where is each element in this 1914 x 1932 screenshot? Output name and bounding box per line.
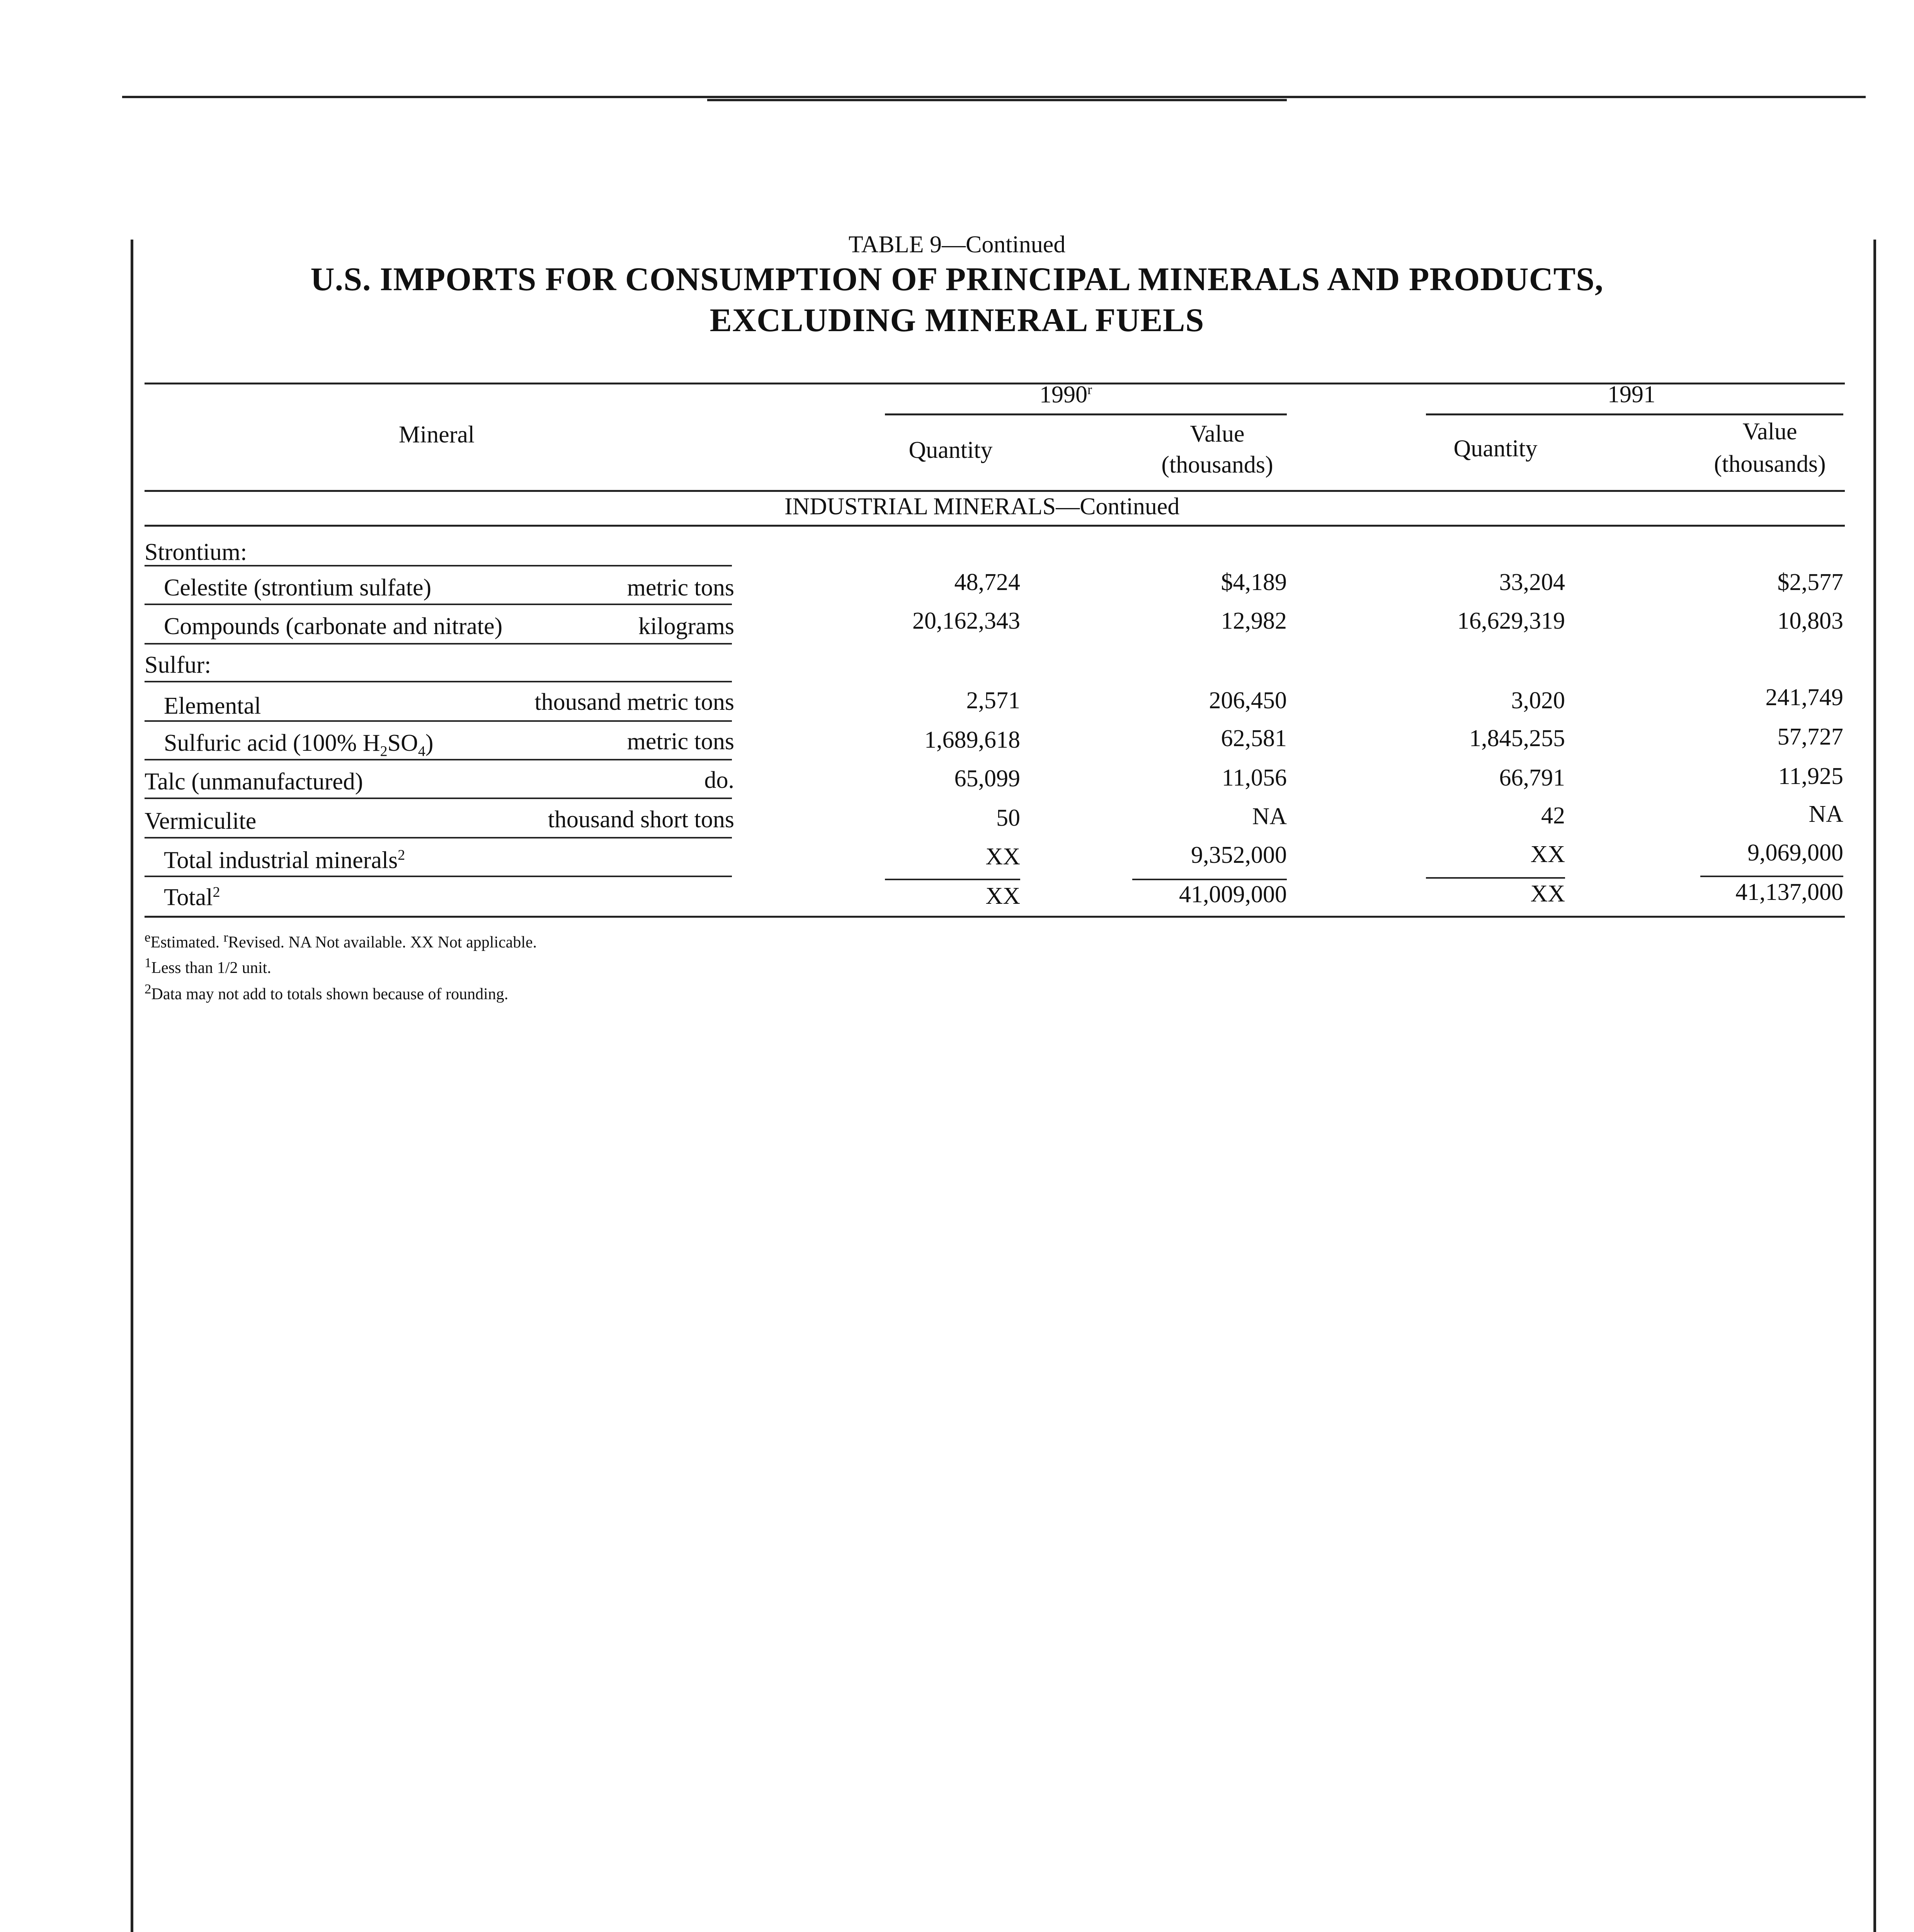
value-1990: 12,982 — [1221, 608, 1287, 634]
quantity-1990: XX — [985, 844, 1020, 870]
row-rule — [145, 643, 732, 645]
table-bottom-rule — [145, 916, 1845, 918]
mineral-header: Mineral — [398, 422, 475, 448]
quantity-1991: XX — [1530, 841, 1565, 867]
value-1991: 41,137,000 — [1735, 879, 1843, 905]
quantity-1990: 20,162,343 — [912, 608, 1020, 634]
value-1990-header-line1: Value — [1190, 421, 1245, 447]
quantity-1991: XX — [1530, 881, 1565, 907]
value-1990: 62,581 — [1221, 725, 1287, 752]
total-rule-q1990 — [885, 879, 1020, 880]
group-sulfur: Sulfur: — [145, 652, 211, 678]
row-rule — [145, 720, 732, 722]
header-bottom-rule — [145, 490, 1845, 492]
table-title-line2: EXCLUDING MINERAL FUELS — [709, 301, 1205, 338]
row-unit: metric tons — [627, 575, 734, 601]
year-1991-rule — [1426, 413, 1843, 415]
row-label: Total$^2$ — [164, 884, 220, 911]
row-rule — [145, 604, 732, 605]
value-1991: $2,577 — [1777, 569, 1843, 595]
footnote-2: $^2$Data may not add to totals shown because of rounding. — [145, 981, 509, 1003]
footnote-legend: $^e$Estimated. $^r$Revised. NA Not available. XX Not applicable. — [145, 930, 537, 951]
row-unit: thousand short tons — [548, 806, 734, 833]
total-rule-v1990 — [1132, 879, 1287, 880]
row-label: Sulfuric acid (100% $H_2SO_4$) — [164, 730, 434, 760]
table-label: TABLE 9—Continued — [848, 231, 1066, 258]
row-label: Vermiculite — [145, 808, 257, 834]
value-1991: 9,069,000 — [1747, 840, 1843, 866]
row-label: Compounds (carbonate and nitrate) — [164, 613, 503, 639]
row-unit: metric tons — [627, 728, 734, 755]
top-rule-accent — [707, 99, 1287, 101]
year-1990-rule — [885, 413, 1287, 415]
total-rule-v1991 — [1700, 876, 1843, 877]
value-1991: 57,727 — [1777, 724, 1843, 750]
value-1991: 11,925 — [1778, 763, 1843, 789]
quantity-1991: 1,845,255 — [1469, 725, 1565, 752]
value-1991: NA — [1809, 801, 1843, 827]
year-1991-header: 1991 — [1608, 381, 1655, 408]
year-1990-header: 1990$^r$ — [1040, 381, 1092, 408]
row-unit: thousand metric tons — [534, 689, 734, 715]
quantity-1990: 1,689,618 — [924, 727, 1020, 753]
quantity-1990: 65,099 — [954, 765, 1020, 792]
value-1991: 241,749 — [1765, 684, 1843, 711]
row-rule — [145, 681, 732, 682]
quantity-1990-header: Quantity — [909, 437, 993, 463]
row-unit: do. — [704, 767, 734, 793]
row-label: Celestite (strontium sulfate) — [164, 575, 432, 601]
quantity-1991: 16,629,319 — [1457, 608, 1565, 634]
quantity-1991: 3,020 — [1511, 687, 1565, 714]
value-1991: 10,803 — [1777, 608, 1843, 634]
quantity-1991: 42 — [1541, 803, 1565, 829]
total-rule-q1991 — [1426, 877, 1565, 879]
value-1990: NA — [1252, 803, 1287, 830]
row-label: Talc (unmanufactured) — [145, 769, 363, 795]
footnote-1: $^1$Less than 1/2 unit. — [145, 955, 271, 977]
row-label: Total industrial minerals$^2$ — [164, 847, 405, 874]
row-rule — [145, 565, 732, 566]
value-1991-header-line1: Value — [1742, 418, 1797, 445]
left-margin-rule — [131, 240, 133, 1932]
row-unit: kilograms — [638, 613, 734, 639]
row-rule — [145, 759, 732, 760]
value-1990: $4,189 — [1221, 569, 1287, 595]
value-1990: 9,352,000 — [1191, 842, 1287, 868]
row-rule — [145, 837, 732, 838]
value-1990: 206,450 — [1209, 687, 1287, 714]
row-rule — [145, 876, 732, 877]
quantity-1990: 50 — [996, 805, 1020, 831]
right-margin-rule — [1873, 240, 1876, 1932]
quantity-1991: 33,204 — [1499, 569, 1565, 595]
value-1991-header-line2: (thousands) — [1714, 451, 1826, 477]
section-bottom-rule — [145, 525, 1845, 527]
table-top-rule — [145, 383, 1845, 384]
quantity-1990: 48,724 — [954, 569, 1020, 595]
table-title-line1: U.S. IMPORTS FOR CONSUMPTION OF PRINCIPAL MINERALS AND PRODUCTS, — [310, 260, 1604, 298]
quantity-1991-header: Quantity — [1453, 435, 1538, 462]
quantity-1990: 2,571 — [966, 687, 1020, 714]
value-1990: 41,009,000 — [1179, 881, 1287, 908]
value-1990-header-line2: (thousands) — [1161, 452, 1273, 478]
quantity-1991: 66,791 — [1499, 765, 1565, 791]
row-rule — [145, 798, 732, 799]
top-rule — [122, 96, 1866, 98]
section-heading: INDUSTRIAL MINERALS—Continued — [784, 493, 1180, 520]
value-1990: 11,056 — [1222, 765, 1287, 791]
quantity-1990: XX — [985, 883, 1020, 909]
row-label: Elemental — [164, 693, 261, 719]
group-strontium: Strontium: — [145, 539, 247, 565]
